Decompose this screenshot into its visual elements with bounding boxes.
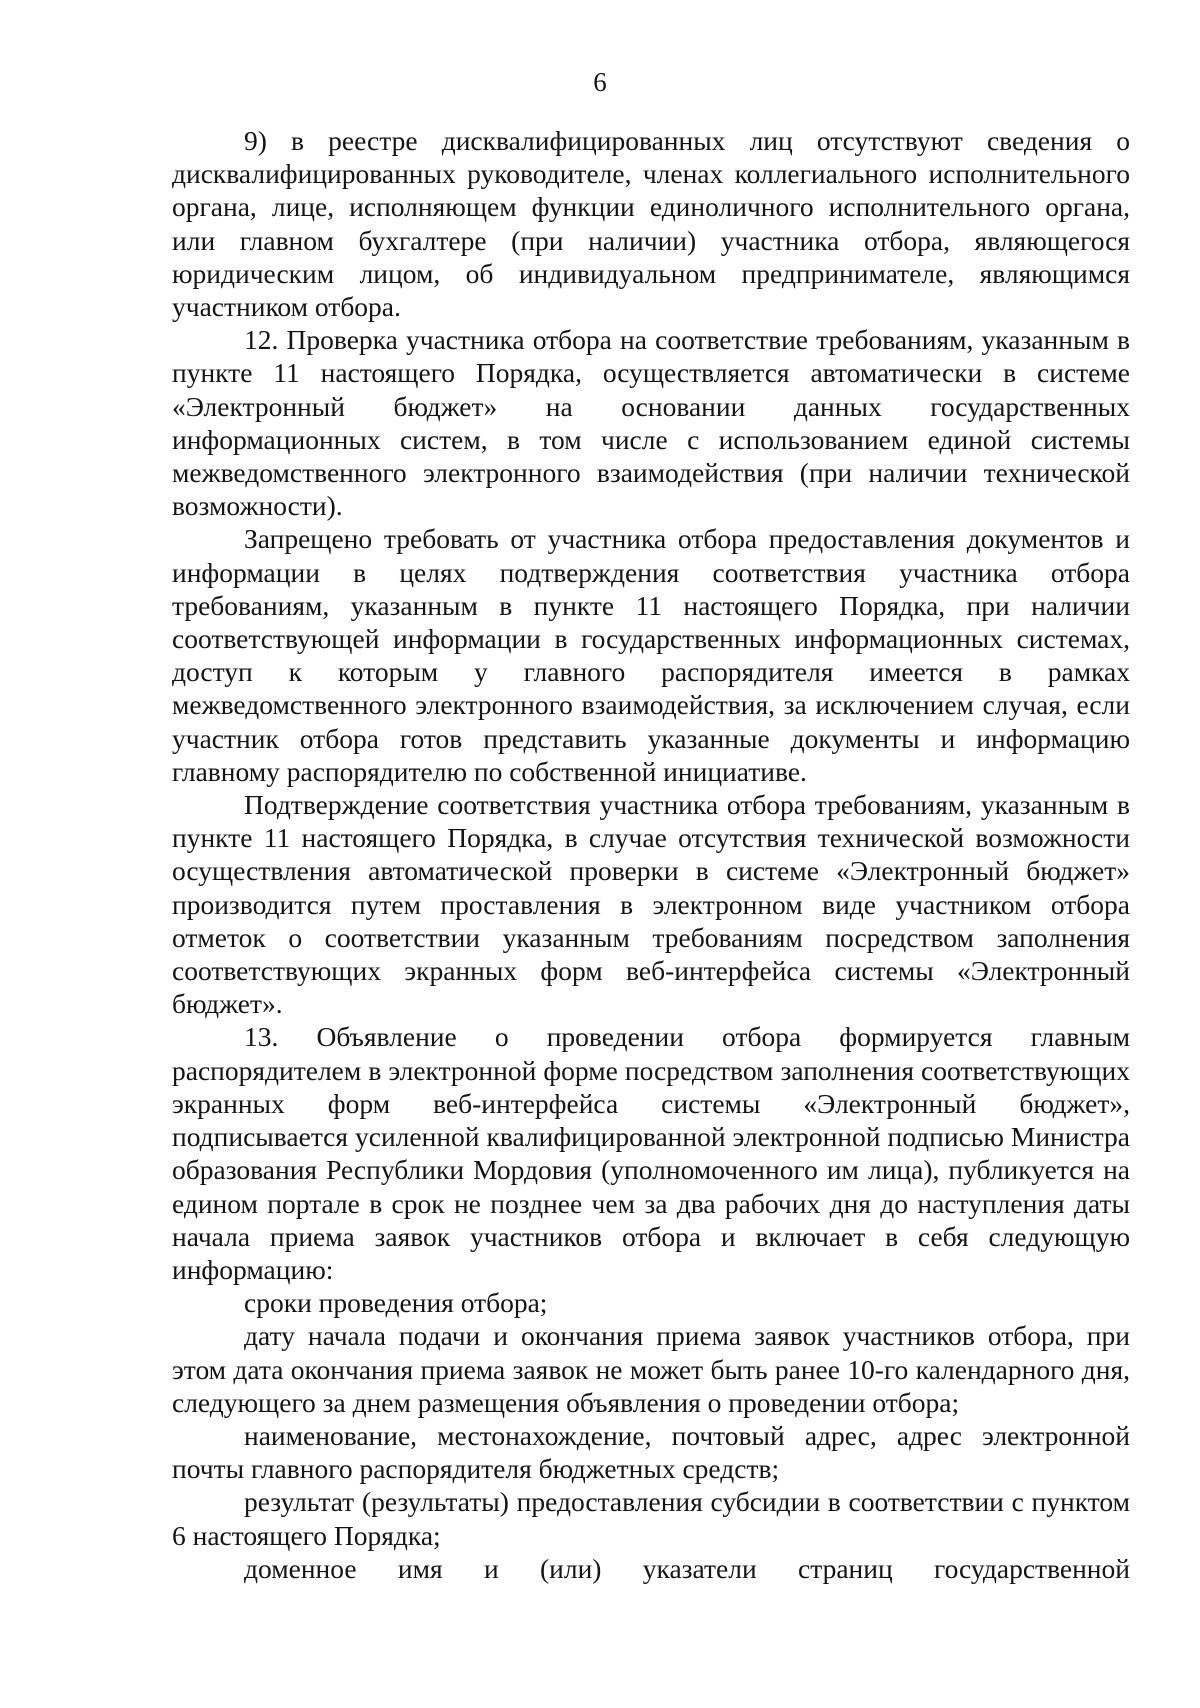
paragraph-confirmation: Подтверждение соответствия участника отбора требованиям, указанным в пункте 11 настоящего Порядка, в случае отсутствия технической возможности осуществления автоматической проверки в системе «Электронный бюджет» производится путем проставления в электронном виде участником отбора отметок о соответствии указанным требованиям посредством заполнения соответствующих экранных форм веб-интерфейса системы «Электронный бюджет». bbox=[172, 789, 1130, 1020]
paragraph-clause-13: 13. Объявление о проведении отбора формируется главным распорядителем в электронной форме посредством заполнения соответствующих экранных форм веб-интерфейса системы «Электронный бюджет», подписывается усиленной квалифицированной электронной подписью Министра образования Республики Мордовия (уполномоченного им лица), публикуется на едином портале в срок не позднее чем за два рабочих дня до наступления даты начала приема заявок участников отбора и включает в себя следующую информацию: bbox=[172, 1021, 1130, 1285]
list-item-domain-name: доменное имя и (или) указатели страниц государственной bbox=[244, 1552, 1130, 1584]
paragraph-item-9: 9) в реестре дисквалифицированных лиц отсутствуют сведения о дисквалифицированных руководителе, членах коллегиального исполнительного органа, лице, исполняющем функции единоличного исполнительного органа, или главном бухгалтере (при наличии) участника отбора, являющегося юридическим лицом, об индивидуальном предпринимателе, являющимся участником отбора. bbox=[172, 125, 1130, 323]
paragraph-clause-12: 12. Проверка участника отбора на соответствие требованиям, указанным в пункте 11 настоящего Порядка, осуществляется автоматически в системе «Электронный бюджет» на основании данных государственных информационных систем, в том числе с использованием единой системы межведомственного электронного взаимодействия (при наличии технической возможности). bbox=[172, 324, 1130, 522]
paragraph-prohibition: Запрещено требовать от участника отбора предоставления документов и информации в целях подтверждения соответствия участника отбора требованиям, указанным в пункте 11 настоящего Порядка, при наличии соответствующей информации в государственных информационных системах, доступ к которым у главного распорядителя имеется в рамках межведомственного электронного взаимодействия, за исключением случая, если участник отбора готов представить указанные документы и информацию главному распорядителю по собственной инициативе. bbox=[172, 523, 1130, 787]
list-item-application-dates: дату начала подачи и окончания приема заявок участников отбора, при этом дата окончания приема заявок не может быть ранее 10-го календарного дня, следующего за днем размещения объявления о проведении отбора; bbox=[172, 1320, 1130, 1418]
document-body bbox=[172, 124, 1130, 1585]
list-item-subsidy-results: результат (результаты) предоставления субсидии в соответствии с пунктом 6 настоящего Порядка; bbox=[172, 1486, 1130, 1551]
list-item-selection-terms: сроки проведения отбора; bbox=[244, 1287, 548, 1319]
page-number: 6 bbox=[593, 67, 607, 97]
list-item-distributor-contacts: наименование, местонахождение, почтовый адрес, адрес электронной почты главного распорядителя бюджетных средств; bbox=[172, 1419, 1130, 1485]
